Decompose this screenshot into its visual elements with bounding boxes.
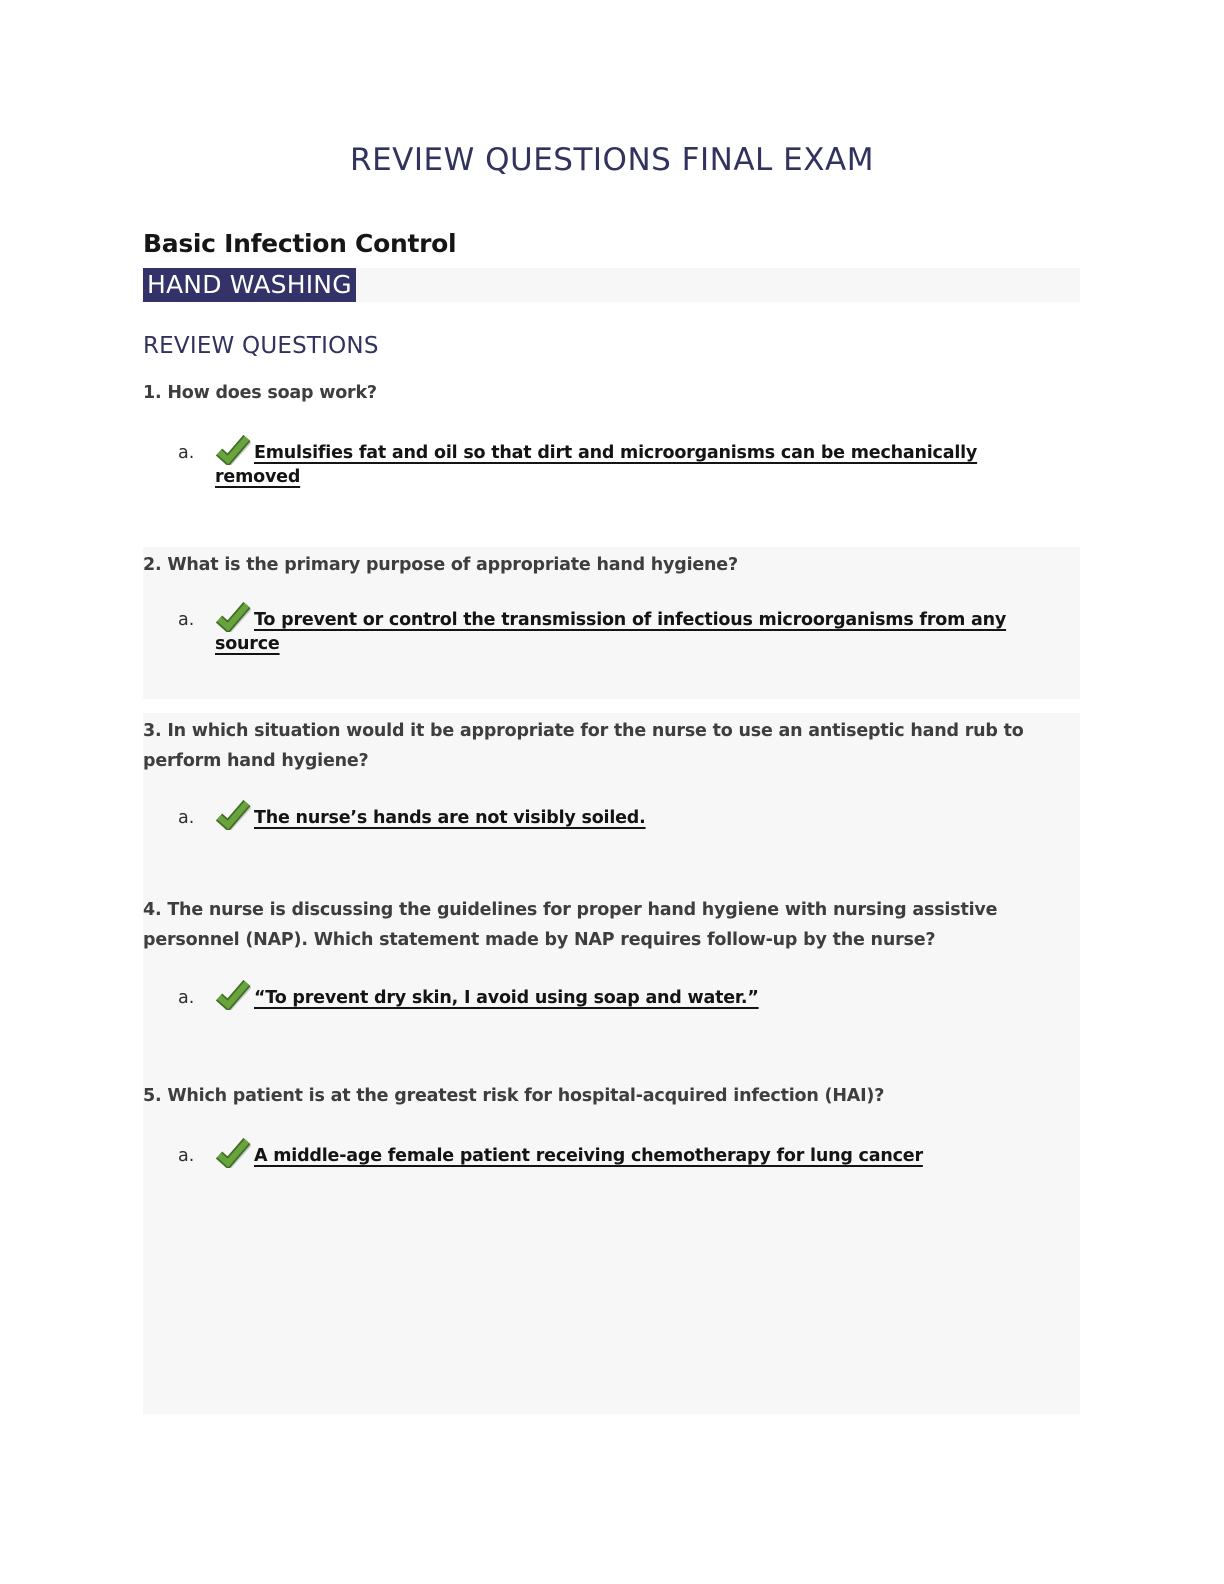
answer-1 — [178, 435, 1098, 489]
highlight-bar — [143, 268, 1080, 302]
green-checkmark-icon — [215, 800, 254, 830]
answer-row — [178, 435, 1098, 465]
answer-row — [178, 602, 1098, 632]
answer-row — [178, 800, 1098, 830]
answer-text: removed — [215, 467, 301, 487]
review-questions-label: REVIEW QUESTIONS — [143, 333, 379, 359]
answer-text: A middle-age female patient receiving chemotherapy for lung cancer — [254, 1146, 923, 1166]
question-3 — [143, 716, 1103, 776]
question-5 — [143, 1081, 1103, 1111]
highlighted-subtitle: HAND WASHING — [143, 268, 356, 302]
answer-text: To prevent or control the transmission of infectious microorganisms from any — [254, 610, 1007, 630]
section-heading: Basic Infection Control — [143, 229, 457, 258]
question-line: 5. Which patient is at the greatest risk for hospital-acquired infection (HAI)? — [143, 1086, 885, 1106]
question-line: personnel (NAP). Which statement made by NAP requires follow-up by the nurse? — [143, 930, 936, 950]
answer-3 — [178, 800, 1098, 830]
answer-row — [178, 980, 1098, 1010]
green-checkmark-icon — [215, 435, 254, 465]
green-checkmark-icon — [215, 1138, 254, 1168]
question-2 — [143, 550, 1103, 580]
answer-text: The nurse’s hands are not visibly soiled. — [254, 808, 646, 828]
question-4 — [143, 895, 1103, 955]
question-line: perform hand hygiene? — [143, 751, 369, 771]
list-marker: a. — [178, 988, 195, 1008]
answer-5 — [178, 1138, 1098, 1168]
answer-2 — [178, 602, 1098, 656]
page-title: REVIEW QUESTIONS FINAL EXAM — [350, 142, 874, 178]
answer-text: “To prevent dry skin, I avoid using soap and water.” — [254, 988, 759, 1008]
list-marker: a. — [178, 1146, 195, 1166]
question-line: 3. In which situation would it be appropriate for the nurse to use an antiseptic hand rub to — [143, 721, 1024, 741]
question-line: 2. What is the primary purpose of appropriate hand hygiene? — [143, 555, 738, 575]
answer-4 — [178, 980, 1098, 1010]
list-marker: a. — [178, 443, 195, 463]
answer-row — [178, 1138, 1098, 1168]
answer-text: Emulsifies fat and oil so that dirt and microorganisms can be mechanically — [254, 443, 978, 463]
question-line: 1. How does soap work? — [143, 383, 377, 403]
question-1 — [143, 378, 1103, 408]
list-marker: a. — [178, 610, 195, 630]
green-checkmark-icon — [215, 602, 254, 632]
green-checkmark-icon — [215, 980, 254, 1010]
list-marker: a. — [178, 808, 195, 828]
question-line: 4. The nurse is discussing the guidelines for proper hand hygiene with nursing assistive — [143, 900, 998, 920]
answer-text: source — [215, 634, 280, 654]
